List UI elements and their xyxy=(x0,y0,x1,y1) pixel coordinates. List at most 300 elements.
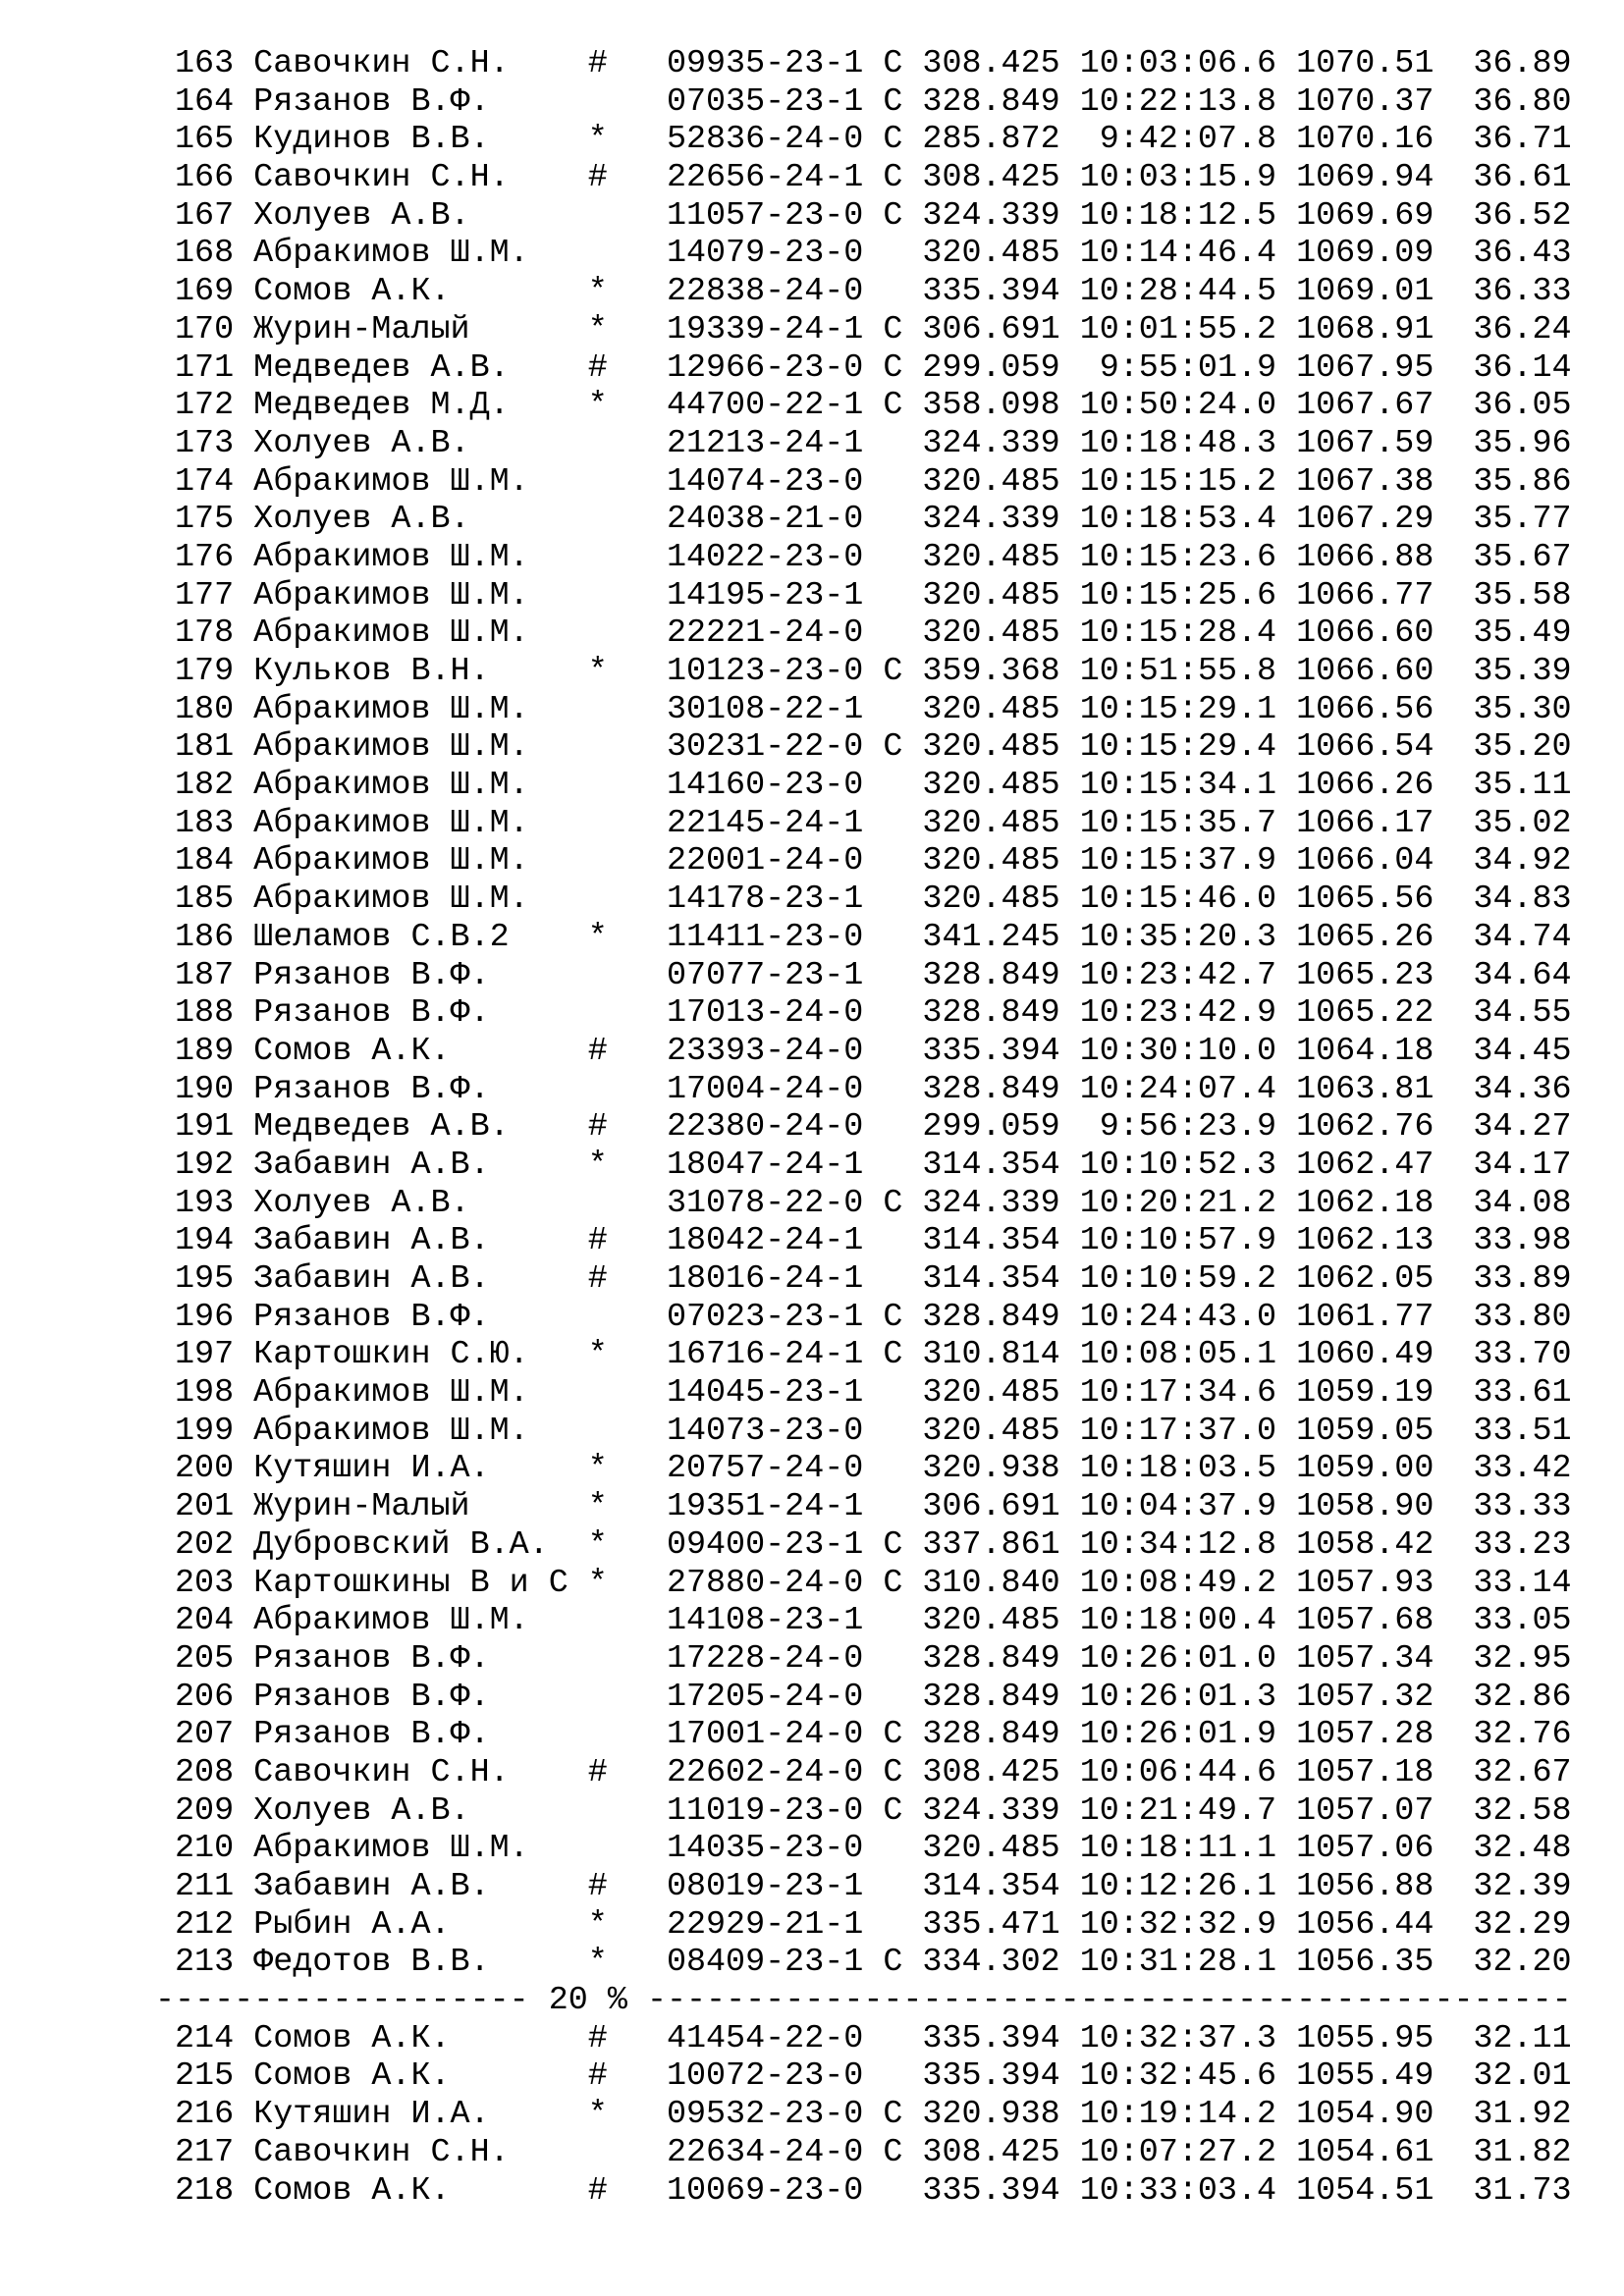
speed-cell: 1066.56 xyxy=(1296,690,1435,728)
fancier-name-cell: Федотов В.В. xyxy=(253,1944,490,1982)
speed-cell: 1069.69 xyxy=(1296,196,1435,235)
distance-cell: 358.098 xyxy=(922,387,1060,425)
table-row xyxy=(155,1450,1572,1488)
arrival-time-cell: 10:24:43.0 xyxy=(1079,1298,1277,1336)
arrival-time-cell: 10:17:37.0 xyxy=(1079,1412,1277,1450)
coefficient-cell: 34.45 xyxy=(1473,1032,1572,1070)
arrival-time-cell: 10:01:55.2 xyxy=(1079,310,1277,348)
distance-cell: 320.485 xyxy=(922,614,1060,653)
distance-cell: 320.485 xyxy=(922,804,1060,842)
c-flag-cell: C xyxy=(883,1336,903,1374)
distance-cell: 308.425 xyxy=(922,2133,1060,2171)
speed-cell: 1058.90 xyxy=(1296,1488,1435,1526)
arrival-time-cell: 10:10:57.9 xyxy=(1079,1222,1277,1260)
ring-number-cell: 17001-24-0 xyxy=(666,1716,864,1754)
speed-cell: 1067.59 xyxy=(1296,424,1435,462)
marker-cell: * xyxy=(587,1905,608,1944)
coefficient-cell: 35.11 xyxy=(1473,767,1572,805)
rank-cell: 197 xyxy=(175,1336,235,1374)
fancier-name-cell: Дубровский В.А. xyxy=(253,1525,549,1564)
fancier-name-cell: Рыбин А.А. xyxy=(253,1905,451,1944)
fancier-name-cell: Журин-Малый xyxy=(253,310,470,348)
ring-number-cell: 41454-22-0 xyxy=(666,2019,864,2057)
c-flag-cell: C xyxy=(883,387,903,425)
speed-cell: 1057.93 xyxy=(1296,1564,1435,1602)
coefficient-cell: 35.58 xyxy=(1473,576,1572,614)
ring-number-cell: 09400-23-1 xyxy=(666,1525,864,1564)
ring-number-cell: 08409-23-1 xyxy=(666,1944,864,1982)
distance-cell: 328.849 xyxy=(922,956,1060,994)
fancier-name-cell: Абракимов Ш.М. xyxy=(253,728,529,767)
rank-cell: 201 xyxy=(175,1488,235,1526)
distance-cell: 306.691 xyxy=(922,1488,1060,1526)
c-flag-cell: C xyxy=(883,82,903,121)
marker-cell: # xyxy=(587,1868,608,1905)
rank-cell: 174 xyxy=(175,462,235,501)
ring-number-cell: 22380-24-0 xyxy=(666,1108,864,1147)
arrival-time-cell: 10:06:44.6 xyxy=(1079,1753,1277,1791)
rank-cell: 182 xyxy=(175,767,235,805)
rank-cell: 208 xyxy=(175,1753,235,1791)
arrival-time-cell: 10:22:13.8 xyxy=(1079,82,1277,121)
rank-cell: 179 xyxy=(175,653,235,690)
distance-cell: 285.872 xyxy=(922,121,1060,159)
ring-number-cell: 44700-22-1 xyxy=(666,387,864,425)
marker-cell: # xyxy=(587,159,608,197)
arrival-time-cell: 10:19:14.2 xyxy=(1079,2096,1277,2134)
fancier-name-cell: Абракимов Ш.М. xyxy=(253,1412,529,1450)
marker-cell: * xyxy=(587,1450,608,1488)
coefficient-cell: 35.77 xyxy=(1473,501,1572,539)
fancier-name-cell: Абракимов Ш.М. xyxy=(253,767,529,805)
c-flag-cell: C xyxy=(883,653,903,690)
coefficient-cell: 35.20 xyxy=(1473,728,1572,767)
arrival-time-cell: 10:21:49.7 xyxy=(1079,1791,1277,1830)
distance-cell: 314.354 xyxy=(922,1222,1060,1260)
coefficient-cell: 36.05 xyxy=(1473,387,1572,425)
distance-cell: 320.485 xyxy=(922,728,1060,767)
speed-cell: 1057.18 xyxy=(1296,1753,1435,1791)
distance-cell: 310.814 xyxy=(922,1336,1060,1374)
coefficient-cell: 34.08 xyxy=(1473,1184,1572,1222)
speed-cell: 1067.38 xyxy=(1296,462,1435,501)
table-row xyxy=(155,1299,1572,1337)
fancier-name-cell: Абракимов Ш.М. xyxy=(253,538,529,576)
table-row xyxy=(155,1185,1572,1223)
rank-cell: 175 xyxy=(175,501,235,539)
rank-cell: 178 xyxy=(175,614,235,653)
marker-cell: # xyxy=(587,2019,608,2057)
fancier-name-cell: Сомов А.К. xyxy=(253,2057,451,2096)
rank-cell: 192 xyxy=(175,1146,235,1184)
ring-number-cell: 09935-23-1 xyxy=(666,45,864,82)
speed-cell: 1058.42 xyxy=(1296,1525,1435,1564)
coefficient-cell: 31.92 xyxy=(1473,2096,1572,2134)
table-row xyxy=(155,45,1572,83)
fancier-name-cell: Сомов А.К. xyxy=(253,273,451,311)
coefficient-cell: 34.64 xyxy=(1473,956,1572,994)
c-flag-cell: C xyxy=(883,310,903,348)
fancier-name-cell: Абракимов Ш.М. xyxy=(253,235,529,273)
speed-cell: 1062.76 xyxy=(1296,1108,1435,1147)
arrival-time-cell: 10:15:46.0 xyxy=(1079,881,1277,919)
rank-cell: 218 xyxy=(175,2171,235,2210)
distance-cell: 320.485 xyxy=(922,1602,1060,1640)
rank-cell: 194 xyxy=(175,1222,235,1260)
fancier-name-cell: Абракимов Ш.М. xyxy=(253,881,529,919)
arrival-time-cell: 10:28:44.5 xyxy=(1079,273,1277,311)
table-row xyxy=(155,1374,1572,1413)
distance-cell: 320.485 xyxy=(922,462,1060,501)
speed-cell: 1061.77 xyxy=(1296,1298,1435,1336)
fancier-name-cell: Холуев А.В. xyxy=(253,1184,470,1222)
table-row xyxy=(155,1754,1572,1792)
coefficient-cell: 32.76 xyxy=(1473,1716,1572,1754)
arrival-time-cell: 10:18:53.4 xyxy=(1079,501,1277,539)
arrival-time-cell: 10:07:27.2 xyxy=(1079,2133,1277,2171)
fancier-name-cell: Холуев А.В. xyxy=(253,424,470,462)
rank-cell: 173 xyxy=(175,424,235,462)
fancier-name-cell: Картошкин С.Ю. xyxy=(253,1336,529,1374)
coefficient-cell: 36.52 xyxy=(1473,196,1572,235)
ring-number-cell: 14108-23-1 xyxy=(666,1602,864,1640)
distance-cell: 328.849 xyxy=(922,1070,1060,1108)
arrival-time-cell: 9:55:01.9 xyxy=(1099,348,1277,387)
ring-number-cell: 11057-23-0 xyxy=(666,196,864,235)
speed-cell: 1066.54 xyxy=(1296,728,1435,767)
marker-cell: * xyxy=(587,387,608,425)
distance-cell: 328.849 xyxy=(922,1716,1060,1754)
rank-cell: 172 xyxy=(175,387,235,425)
marker-cell: * xyxy=(587,1564,608,1602)
ring-number-cell: 20757-24-0 xyxy=(666,1450,864,1488)
arrival-time-cell: 10:15:29.1 xyxy=(1079,690,1277,728)
speed-cell: 1057.32 xyxy=(1296,1678,1435,1716)
fancier-name-cell: Кутяшин И.А. xyxy=(253,1450,490,1488)
speed-cell: 1065.23 xyxy=(1296,956,1435,994)
c-flag-cell: C xyxy=(883,1753,903,1791)
coefficient-cell: 32.20 xyxy=(1473,1944,1572,1982)
rank-cell: 167 xyxy=(175,196,235,235)
coefficient-cell: 34.27 xyxy=(1473,1108,1572,1147)
speed-cell: 1054.90 xyxy=(1296,2096,1435,2134)
coefficient-cell: 35.02 xyxy=(1473,804,1572,842)
distance-cell: 328.849 xyxy=(922,82,1060,121)
arrival-time-cell: 10:26:01.0 xyxy=(1079,1639,1277,1678)
table-row xyxy=(155,842,1572,881)
rank-cell: 163 xyxy=(175,45,235,82)
distance-cell: 328.849 xyxy=(922,1678,1060,1716)
ring-number-cell: 14195-23-1 xyxy=(666,576,864,614)
coefficient-cell: 32.01 xyxy=(1473,2057,1572,2096)
fancier-name-cell: Сомов А.К. xyxy=(253,2019,451,2057)
ring-number-cell: 17205-24-0 xyxy=(666,1678,864,1716)
arrival-time-cell: 10:17:34.6 xyxy=(1079,1374,1277,1413)
ring-number-cell: 11019-23-0 xyxy=(666,1791,864,1830)
arrival-time-cell: 10:18:03.5 xyxy=(1079,1450,1277,1488)
fancier-name-cell: Рязанов В.Ф. xyxy=(253,1716,490,1754)
coefficient-cell: 35.30 xyxy=(1473,690,1572,728)
fancier-name-cell: Забавин А.В. xyxy=(253,1222,490,1260)
rank-cell: 199 xyxy=(175,1412,235,1450)
table-row xyxy=(155,1336,1572,1374)
table-row xyxy=(155,881,1572,919)
speed-cell: 1062.47 xyxy=(1296,1146,1435,1184)
coefficient-cell: 32.67 xyxy=(1473,1753,1572,1791)
rows-block-bottom xyxy=(155,2020,1572,2210)
distance-cell: 299.059 xyxy=(922,348,1060,387)
coefficient-cell: 33.14 xyxy=(1473,1564,1572,1602)
marker-cell: # xyxy=(587,2057,608,2096)
arrival-time-cell: 10:32:37.3 xyxy=(1079,2019,1277,2057)
arrival-time-cell: 10:15:25.6 xyxy=(1079,576,1277,614)
fancier-name-cell: Рязанов В.Ф. xyxy=(253,956,490,994)
speed-cell: 1059.19 xyxy=(1296,1374,1435,1413)
coefficient-cell: 36.43 xyxy=(1473,235,1572,273)
distance-cell: 324.339 xyxy=(922,501,1060,539)
table-row xyxy=(155,2020,1572,2058)
marker-cell: # xyxy=(587,1032,608,1070)
table-row xyxy=(155,994,1572,1033)
speed-cell: 1057.06 xyxy=(1296,1830,1435,1868)
fancier-name-cell: Абракимов Ш.М. xyxy=(253,614,529,653)
c-flag-cell: C xyxy=(883,159,903,197)
arrival-time-cell: 10:03:06.6 xyxy=(1079,45,1277,82)
fancier-name-cell: Медведев А.В. xyxy=(253,1108,510,1147)
rank-cell: 186 xyxy=(175,918,235,956)
table-row xyxy=(155,577,1572,615)
arrival-time-cell: 10:15:23.6 xyxy=(1079,538,1277,576)
c-flag-cell: C xyxy=(883,2133,903,2171)
coefficient-cell: 36.89 xyxy=(1473,45,1572,82)
arrival-time-cell: 10:31:28.1 xyxy=(1079,1944,1277,1982)
distance-cell: 320.485 xyxy=(922,767,1060,805)
rank-cell: 198 xyxy=(175,1374,235,1413)
distance-cell: 320.485 xyxy=(922,576,1060,614)
ring-number-cell: 21213-24-1 xyxy=(666,424,864,462)
marker-cell: # xyxy=(587,1260,608,1298)
coefficient-cell: 33.51 xyxy=(1473,1412,1572,1450)
rank-cell: 217 xyxy=(175,2133,235,2171)
table-row xyxy=(155,1944,1572,1982)
speed-cell: 1059.00 xyxy=(1296,1450,1435,1488)
coefficient-cell: 34.83 xyxy=(1473,881,1572,919)
c-flag-cell: C xyxy=(883,1298,903,1336)
speed-cell: 1067.29 xyxy=(1296,501,1435,539)
distance-cell: 320.485 xyxy=(922,690,1060,728)
table-row xyxy=(155,501,1572,539)
speed-cell: 1067.95 xyxy=(1296,348,1435,387)
rank-cell: 213 xyxy=(175,1944,235,1982)
fancier-name-cell: Забавин А.В. xyxy=(253,1146,490,1184)
marker-cell: # xyxy=(587,1108,608,1147)
distance-cell: 314.354 xyxy=(922,1260,1060,1298)
arrival-time-cell: 10:20:21.2 xyxy=(1079,1184,1277,1222)
table-row xyxy=(155,1830,1572,1868)
table-row xyxy=(155,653,1572,691)
distance-cell: 335.394 xyxy=(922,273,1060,311)
table-row xyxy=(155,1716,1572,1754)
table-row xyxy=(155,1906,1572,1945)
table-row xyxy=(155,805,1572,843)
distance-cell: 314.354 xyxy=(922,1146,1060,1184)
table-row xyxy=(155,614,1572,653)
marker-cell: * xyxy=(587,310,608,348)
table-row xyxy=(155,425,1572,463)
distance-cell: 310.840 xyxy=(922,1564,1060,1602)
percent-threshold-separator: ------------------- 20 % ----------------------------------------------- xyxy=(155,1982,1572,2020)
fancier-name-cell: Сомов А.К. xyxy=(253,2171,451,2210)
distance-cell: 320.938 xyxy=(922,1450,1060,1488)
rank-cell: 169 xyxy=(175,273,235,311)
coefficient-cell: 32.58 xyxy=(1473,1791,1572,1830)
marker-cell: * xyxy=(587,2096,608,2134)
speed-cell: 1066.60 xyxy=(1296,614,1435,653)
fancier-name-cell: Холуев А.В. xyxy=(253,196,470,235)
speed-cell: 1065.26 xyxy=(1296,918,1435,956)
table-row xyxy=(155,1222,1572,1260)
ring-number-cell: 14074-23-0 xyxy=(666,462,864,501)
coefficient-cell: 34.92 xyxy=(1473,842,1572,881)
speed-cell: 1067.67 xyxy=(1296,387,1435,425)
ring-number-cell: 08019-23-1 xyxy=(666,1868,864,1905)
coefficient-cell: 32.86 xyxy=(1473,1678,1572,1716)
distance-cell: 320.485 xyxy=(922,235,1060,273)
distance-cell: 359.368 xyxy=(922,653,1060,690)
distance-cell: 324.339 xyxy=(922,196,1060,235)
speed-cell: 1070.16 xyxy=(1296,121,1435,159)
arrival-time-cell: 10:18:12.5 xyxy=(1079,196,1277,235)
ring-number-cell: 10123-23-0 xyxy=(666,653,864,690)
ring-number-cell: 22656-24-1 xyxy=(666,159,864,197)
table-row xyxy=(155,235,1572,273)
speed-cell: 1062.05 xyxy=(1296,1260,1435,1298)
fancier-name-cell: Савочкин С.Н. xyxy=(253,2133,510,2171)
speed-cell: 1066.26 xyxy=(1296,767,1435,805)
ring-number-cell: 07077-23-1 xyxy=(666,956,864,994)
fancier-name-cell: Рязанов В.Ф. xyxy=(253,82,490,121)
coefficient-cell: 34.55 xyxy=(1473,994,1572,1033)
marker-cell: * xyxy=(587,1525,608,1564)
table-row xyxy=(155,2096,1572,2134)
distance-cell: 335.394 xyxy=(922,2171,1060,2210)
distance-cell: 328.849 xyxy=(922,1298,1060,1336)
fancier-name-cell: Савочкин С.Н. xyxy=(253,159,510,197)
table-row xyxy=(155,121,1572,159)
rank-cell: 170 xyxy=(175,310,235,348)
distance-cell: 335.471 xyxy=(922,1905,1060,1944)
ring-number-cell: 16716-24-1 xyxy=(666,1336,864,1374)
speed-cell: 1056.35 xyxy=(1296,1944,1435,1982)
fancier-name-cell: Медведев А.В. xyxy=(253,348,510,387)
distance-cell: 335.394 xyxy=(922,1032,1060,1070)
table-row xyxy=(155,1108,1572,1147)
rank-cell: 189 xyxy=(175,1032,235,1070)
ring-number-cell: 10072-23-0 xyxy=(666,2057,864,2096)
coefficient-cell: 33.80 xyxy=(1473,1298,1572,1336)
ring-number-cell: 10069-23-0 xyxy=(666,2171,864,2210)
distance-cell: 320.938 xyxy=(922,2096,1060,2134)
rank-cell: 164 xyxy=(175,82,235,121)
table-row xyxy=(155,2134,1572,2172)
ring-number-cell: 22221-24-0 xyxy=(666,614,864,653)
ring-number-cell: 17228-24-0 xyxy=(666,1639,864,1678)
fancier-name-cell: Шеламов С.В.2 xyxy=(253,918,510,956)
rank-cell: 203 xyxy=(175,1564,235,1602)
distance-cell: 335.394 xyxy=(922,2057,1060,2096)
table-row xyxy=(155,1565,1572,1603)
fancier-name-cell: Абракимов Ш.М. xyxy=(253,804,529,842)
speed-cell: 1066.04 xyxy=(1296,842,1435,881)
speed-cell: 1068.91 xyxy=(1296,310,1435,348)
fancier-name-cell: Холуев А.В. xyxy=(253,1791,470,1830)
fancier-name-cell: Сомов А.К. xyxy=(253,1032,451,1070)
rank-cell: 181 xyxy=(175,728,235,767)
fancier-name-cell: Савочкин С.Н. xyxy=(253,45,510,82)
rank-cell: 188 xyxy=(175,994,235,1033)
fancier-name-cell: Медведев М.Д. xyxy=(253,387,510,425)
c-flag-cell: C xyxy=(883,1184,903,1222)
coefficient-cell: 33.89 xyxy=(1473,1260,1572,1298)
distance-cell: 320.485 xyxy=(922,1830,1060,1868)
coefficient-cell: 33.05 xyxy=(1473,1602,1572,1640)
coefficient-cell: 35.86 xyxy=(1473,462,1572,501)
ring-number-cell: 27880-24-0 xyxy=(666,1564,864,1602)
distance-cell: 308.425 xyxy=(922,45,1060,82)
ring-number-cell: 18016-24-1 xyxy=(666,1260,864,1298)
arrival-time-cell: 10:15:35.7 xyxy=(1079,804,1277,842)
marker-cell: * xyxy=(587,1146,608,1184)
marker-cell: # xyxy=(587,1222,608,1260)
fancier-name-cell: Абракимов Ш.М. xyxy=(253,576,529,614)
arrival-time-cell: 10:10:59.2 xyxy=(1079,1260,1277,1298)
marker-cell: # xyxy=(587,2171,608,2210)
coefficient-cell: 35.67 xyxy=(1473,538,1572,576)
rank-cell: 202 xyxy=(175,1525,235,1564)
c-flag-cell: C xyxy=(883,1525,903,1564)
coefficient-cell: 33.61 xyxy=(1473,1374,1572,1413)
rank-cell: 180 xyxy=(175,690,235,728)
marker-cell: * xyxy=(587,1336,608,1374)
table-row xyxy=(155,919,1572,957)
marker-cell: * xyxy=(587,273,608,311)
ring-number-cell: 07023-23-1 xyxy=(666,1298,864,1336)
rank-cell: 210 xyxy=(175,1830,235,1868)
distance-cell: 335.394 xyxy=(922,2019,1060,2057)
speed-cell: 1065.56 xyxy=(1296,881,1435,919)
c-flag-cell: C xyxy=(883,2096,903,2134)
table-row xyxy=(155,311,1572,349)
arrival-time-cell: 9:56:23.9 xyxy=(1099,1108,1277,1147)
table-row xyxy=(155,1071,1572,1109)
c-flag-cell: C xyxy=(883,728,903,767)
speed-cell: 1057.28 xyxy=(1296,1716,1435,1754)
coefficient-cell: 36.61 xyxy=(1473,159,1572,197)
table-row xyxy=(155,1526,1572,1565)
ring-number-cell: 22001-24-0 xyxy=(666,842,864,881)
speed-cell: 1062.13 xyxy=(1296,1222,1435,1260)
ring-number-cell: 14073-23-0 xyxy=(666,1412,864,1450)
ring-number-cell: 22145-24-1 xyxy=(666,804,864,842)
distance-cell: 320.485 xyxy=(922,1412,1060,1450)
rank-cell: 166 xyxy=(175,159,235,197)
table-row xyxy=(155,2172,1572,2211)
fancier-name-cell: Забавин А.В. xyxy=(253,1260,490,1298)
speed-cell: 1054.61 xyxy=(1296,2133,1435,2171)
rank-cell: 183 xyxy=(175,804,235,842)
table-row xyxy=(155,1792,1572,1831)
arrival-time-cell: 9:42:07.8 xyxy=(1099,121,1277,159)
